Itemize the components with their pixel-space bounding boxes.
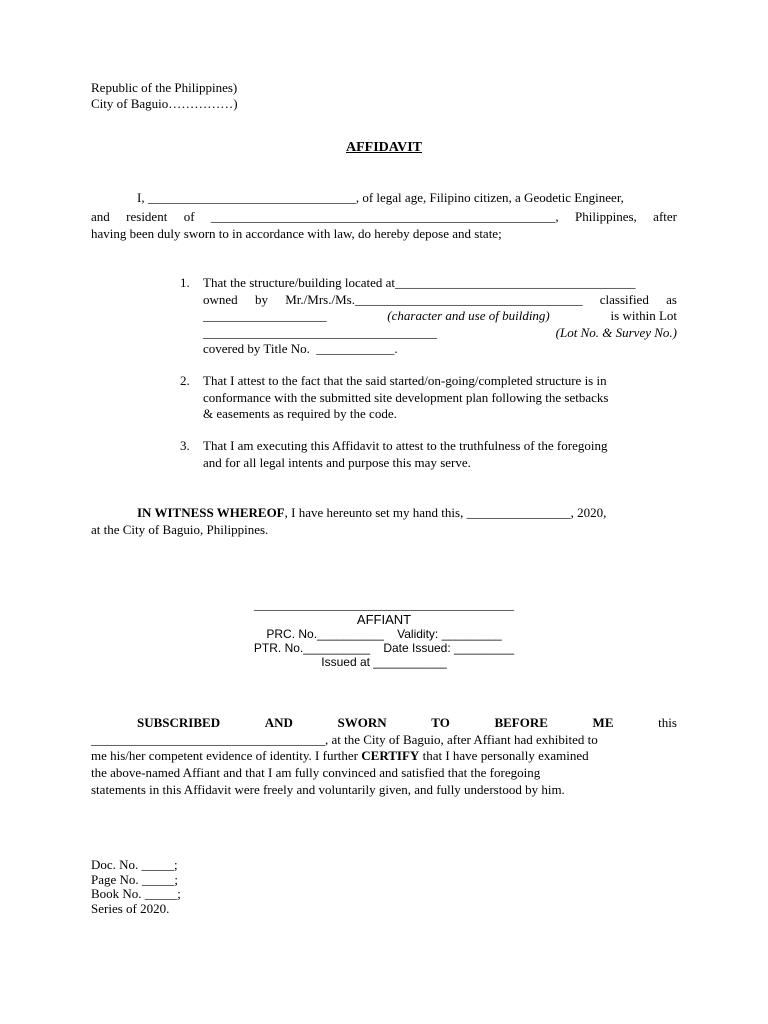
affiant-signature-line: ________________________________________ <box>254 597 514 612</box>
item-3-line-2: and for all legal intents and purpose this may serve. <box>203 455 471 470</box>
jurat-line-1 <box>137 715 677 731</box>
intro-line-1: I, ________________________________, of legal age, Filipino citizen, a Geodetic Engineer, <box>137 190 624 205</box>
witness-bold: IN WITNESS WHEREOF <box>137 505 285 520</box>
jurat-line-4: the above-named Affiant and that I am fully convinced and satisfied that the foregoing <box>91 765 541 780</box>
intro-word: _____________________________________________________, <box>210 209 559 224</box>
jurat-line-3 <box>91 748 677 764</box>
jurat-line-2: ____________________________________, at the City of Baguio, after Affiant had exhibited to <box>91 732 598 747</box>
item-1-line-3 <box>203 308 677 324</box>
document-title: AFFIDAVIT <box>346 140 422 155</box>
item-3-line-1: That I am executing this Affidavit to attest to the truthfulness of the foregoing <box>203 438 608 453</box>
header-city: City of Baguio……………) <box>91 96 238 111</box>
jurat-word: ME <box>592 715 614 730</box>
jurat-word: SUBSCRIBED <box>137 715 221 730</box>
intro-word: and <box>91 209 110 224</box>
witness-rest: , I have hereunto set my hand this, ________________, 2020, <box>284 505 607 520</box>
item-word: owned <box>203 292 238 307</box>
jurat-certify: CERTIFY <box>361 748 420 763</box>
intro-word: of <box>183 209 195 224</box>
intro-line-3: having been duly sworn to in accordance with law, do hereby depose and state; <box>91 226 502 241</box>
item-1-line-2 <box>203 292 677 308</box>
item-2-line-1: That I attest to the fact that the said started/on-going/completed structure is in <box>203 373 607 388</box>
item-italic-note: (character and use of building) <box>387 308 550 323</box>
item-word: by <box>254 292 268 307</box>
jurat-line-5: statements in this Affidavit were freely and voluntarily given, and fully understood by him. <box>91 782 565 797</box>
jurat-word: BEFORE <box>494 715 548 730</box>
page-no: Page No. _____; <box>91 872 179 887</box>
jurat-text: that I have personally examined <box>419 748 589 763</box>
item-word: as <box>666 292 677 307</box>
item-blank: ____________________________________ <box>203 325 437 340</box>
item-word: classified <box>599 292 649 307</box>
header-republic: Republic of the Philippines) <box>91 80 238 95</box>
item-2-line-3: & easements as required by the code. <box>203 406 397 421</box>
affiant-ptr: PTR. No.__________ Date Issued: _________ <box>253 641 515 655</box>
item-text: is within Lot <box>610 308 677 323</box>
witness-line-2: at the City of Baguio, Philippines. <box>91 522 269 537</box>
item-italic-note: (Lot No. & Survey No.) <box>555 325 677 340</box>
jurat-word: this <box>658 715 677 730</box>
item-number: 1. <box>180 275 190 290</box>
intro-line-2 <box>91 209 677 225</box>
item-1-line-5: covered by Title No. ____________. <box>203 341 398 356</box>
item-blank: ___________________ <box>203 308 327 323</box>
witness-line-1 <box>137 505 606 521</box>
jurat-word: TO <box>431 715 450 730</box>
affiant-label: AFFIANT <box>356 612 412 627</box>
jurat-text: me his/her competent evidence of identity. I further <box>91 748 362 763</box>
item-number: 3. <box>180 438 190 453</box>
jurat-word: SWORN <box>337 715 387 730</box>
item-word: Mr./Mrs./Ms.___________________________________ <box>285 292 583 307</box>
affiant-issued: Issued at ___________ <box>321 655 447 669</box>
intro-word: resident <box>126 209 168 224</box>
series: Series of 2020. <box>91 901 170 916</box>
intro-word: Philippines, <box>575 209 637 224</box>
item-1-line-4 <box>203 325 677 341</box>
intro-word: after <box>653 209 677 224</box>
affiant-prc: PRC. No.__________ Validity: _________ <box>266 627 502 641</box>
item-1-line-1: That the structure/building located at_____________________________________ <box>203 275 636 290</box>
item-2-line-2: conformance with the submitted site development plan following the setbacks <box>203 390 609 405</box>
jurat-word: AND <box>264 715 293 730</box>
item-number: 2. <box>180 373 190 388</box>
book-no: Book No. _____; <box>91 886 181 901</box>
doc-no: Doc. No. _____; <box>91 857 178 872</box>
